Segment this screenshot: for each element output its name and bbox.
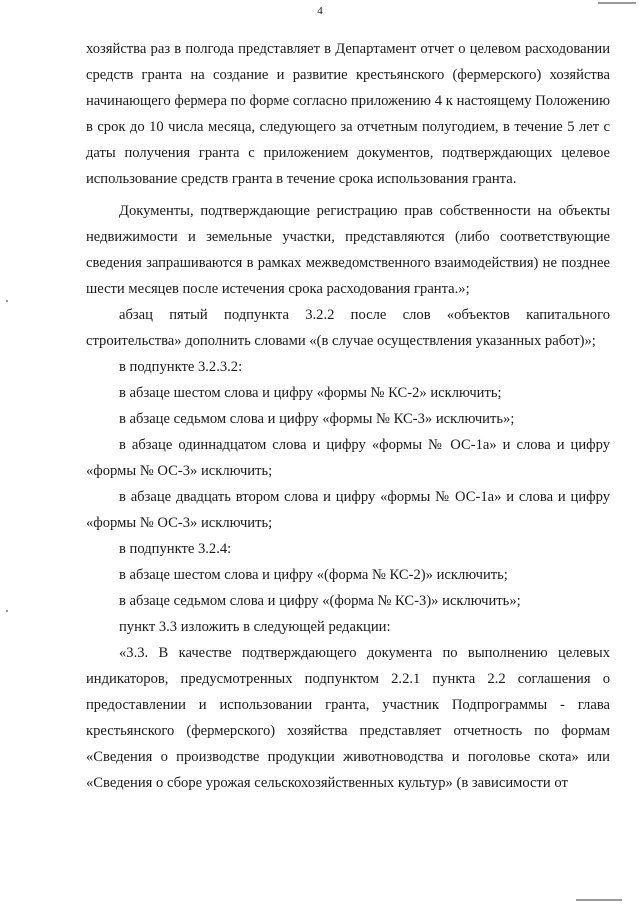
paragraph-clause-3-3: «3.3. В качестве подтверждающего документа по выполнению целевых индикаторов, предусмотренных подпунктом 2.2.1 пункта 2.2 соглашения о предоставлении и использовании гранта, участник Подпрограммы - глава крестьянского (фермерского) хозяйства представляет отчетность по формам «Сведения о производстве продукции животноводства и поголовье скота» или «Сведения о сборе урожая сельскохозяйственных культур» (в зависимости от (86, 645, 610, 791)
paragraph-subclause-3-2-3-2: в подпункте 3.2.3.2: (119, 359, 243, 375)
paragraph-eleventh-clause: в абзаце одиннадцатом слова и цифру «формы № ОС-1а» и слова и цифру «формы № ОС-3» исключить; (86, 437, 610, 479)
paragraph-form-ks2-exclusion: в абзаце шестом слова и цифру «(форма № КС-2)» исключить; (119, 567, 508, 583)
paragraph-ks2-exclusion: в абзаце шестом слова и цифру «формы № КС-2» исключить; (119, 385, 502, 401)
paragraph-ks3-exclusion: в абзаце седьмом слова и цифру «формы № КС-3» исключить»; (119, 411, 515, 427)
paragraph-form-ks3-exclusion: в абзаце седьмом слова и цифру «(форма № КС-3)» исключить»; (119, 593, 521, 609)
document-body (86, 36, 610, 796)
paragraph-property-documents: Документы, подтверждающие регистрацию прав собственности на объекты недвижимости и земельные участки, представляются (либо соответствующие сведения запрашиваются в рамках межведомственного взаимодействия) не позднее шести месяцев после истечения срока расходования гранта.»; (86, 203, 610, 297)
paragraph-clause-3-3-heading: пункт 3.3 изложить в следующей редакции: (119, 619, 391, 635)
scan-speck (6, 300, 8, 302)
paragraph-grant-report: хозяйства раз в полгода представляет в Департамент отчет о целевом расходовании средств гранта на создание и развитие крестьянского (фермерского) хозяйства начинающего фермера по форме согласно приложению 4 к настоящему Положению в срок до 10 числа месяца, следующего за отчетным полугодием, в течение 5 лет с даты получения гранта с приложением документов, подтверждающих целевое использование средств гранта в течение срока использования гранта. (86, 41, 610, 187)
paragraph-subclause-3-2-4: в подпункте 3.2.4: (119, 541, 232, 557)
paragraph-subclause-3-2-2: абзац пятый подпункта 3.2.2 после слов «объектов капитального строительства» дополнить словами «(в случае осуществления указанных работ)»; (86, 307, 610, 349)
scan-speck (6, 610, 8, 612)
scan-mark-bottom (576, 899, 622, 901)
page-number: 4 (317, 5, 323, 17)
paragraph-twenty-second-clause: в абзаце двадцать втором слова и цифру «формы № ОС-1а» и слова и цифру «формы № ОС-3» исключить; (86, 489, 610, 531)
